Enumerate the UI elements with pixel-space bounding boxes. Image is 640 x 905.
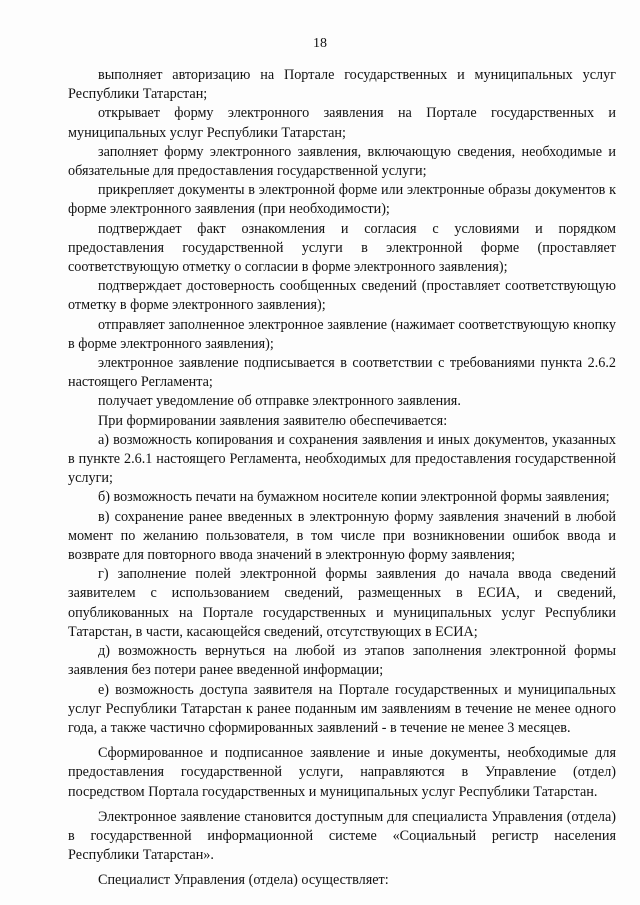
list-item-a: а) возможность копирования и сохранения заявления и иных документов, указанных в пункте 2.6.1 настоящего Регламента, необходимых для предоставления государственной услуги; — [68, 431, 616, 487]
paragraph-submission: Сформированное и подписанное заявление и иные документы, необходимые для предоставления государственной услуги, направляются в Управление (отдел) посредством Портала государственных и муниципальных услуг Республики Татарстан. — [68, 745, 616, 800]
paragraph-attach-documents: прикрепляет документы в электронной форме или электронные образы документов к форме электронного заявления (при необходимости); — [68, 182, 616, 218]
paragraph-availability: Электронное заявление становится доступным для специалиста Управления (отдела) в государственной информационной системе «Социальный регистр населения Республики Татарстан». — [68, 808, 616, 864]
list-item-e: е) возможность доступа заявителя на Портале государственных и муниципальных услуг Республики Татарстан к ранее поданным им заявлениям в течение не менее одного года, а также частично сформированных заявлений - в течение не менее 3 месяцев. — [68, 681, 616, 736]
paragraph-open-form: открывает форму электронного заявления на Портале государственных и муниципальных услуг Республики Татарстан; — [68, 105, 616, 141]
paragraph-signature: электронное заявление подписывается в соответствии с требованиями пункта 2.6.2 настоящего Регламента; — [68, 355, 616, 391]
paragraph-provided-intro: При формировании заявления заявителю обеспечивается: — [98, 412, 448, 429]
list-item-b: б) возможность печати на бумажном носителе копии электронной формы заявления; — [98, 489, 610, 506]
paragraph-specialist: Специалист Управления (отдела) осуществляет: — [98, 872, 389, 889]
page-number: 18 — [313, 36, 327, 51]
paragraph-confirm-accuracy: подтверждает достоверность сообщенных сведений (проставляет соответствующую отметку в форме электронного заявления); — [68, 278, 616, 314]
list-item-g: г) заполнение полей электронной формы заявления до начала ввода сведений заявителем с использованием сведений, размещенных в ЕСИА, и сведений, опубликованных на Портале государственных и муниципальных услуг Республики Татарстан, в части, касающейся сведений, отсутствующих в ЕСИА; — [68, 566, 616, 640]
paragraph-fill-form: заполняет форму электронного заявления, включающую сведения, необходимые и обязательные для предоставления государственной услуги; — [68, 143, 616, 180]
paragraph-confirm-consent: подтверждает факт ознакомления и согласия с условиями и порядком предоставления государственной услуги в электронной форме (проставляет соответствующую отметку о согласии в форме электронного заявления); — [68, 220, 616, 276]
list-item-d: д) возможность вернуться на любой из этапов заполнения электронной формы заявления без потери ранее введенной информации; — [68, 643, 616, 679]
document-body — [68, 66, 616, 891]
paragraph-authorization: выполняет авторизацию на Портале государственных и муниципальных услуг Республики Татарстан; — [68, 67, 616, 103]
paragraph-submit: отправляет заполненное электронное заявление (нажимает соответствующую кнопку в форме электронного заявления); — [68, 316, 616, 352]
paragraph-notification: получает уведомление об отправке электронного заявления. — [98, 393, 461, 410]
list-item-v: в) сохранение ранее введенных в электронную форму заявления значений в любой момент по желанию пользователя, в том числе при возникновении ошибок ввода и возврате для повторного ввода значений в электронную форму заявления; — [68, 508, 616, 564]
